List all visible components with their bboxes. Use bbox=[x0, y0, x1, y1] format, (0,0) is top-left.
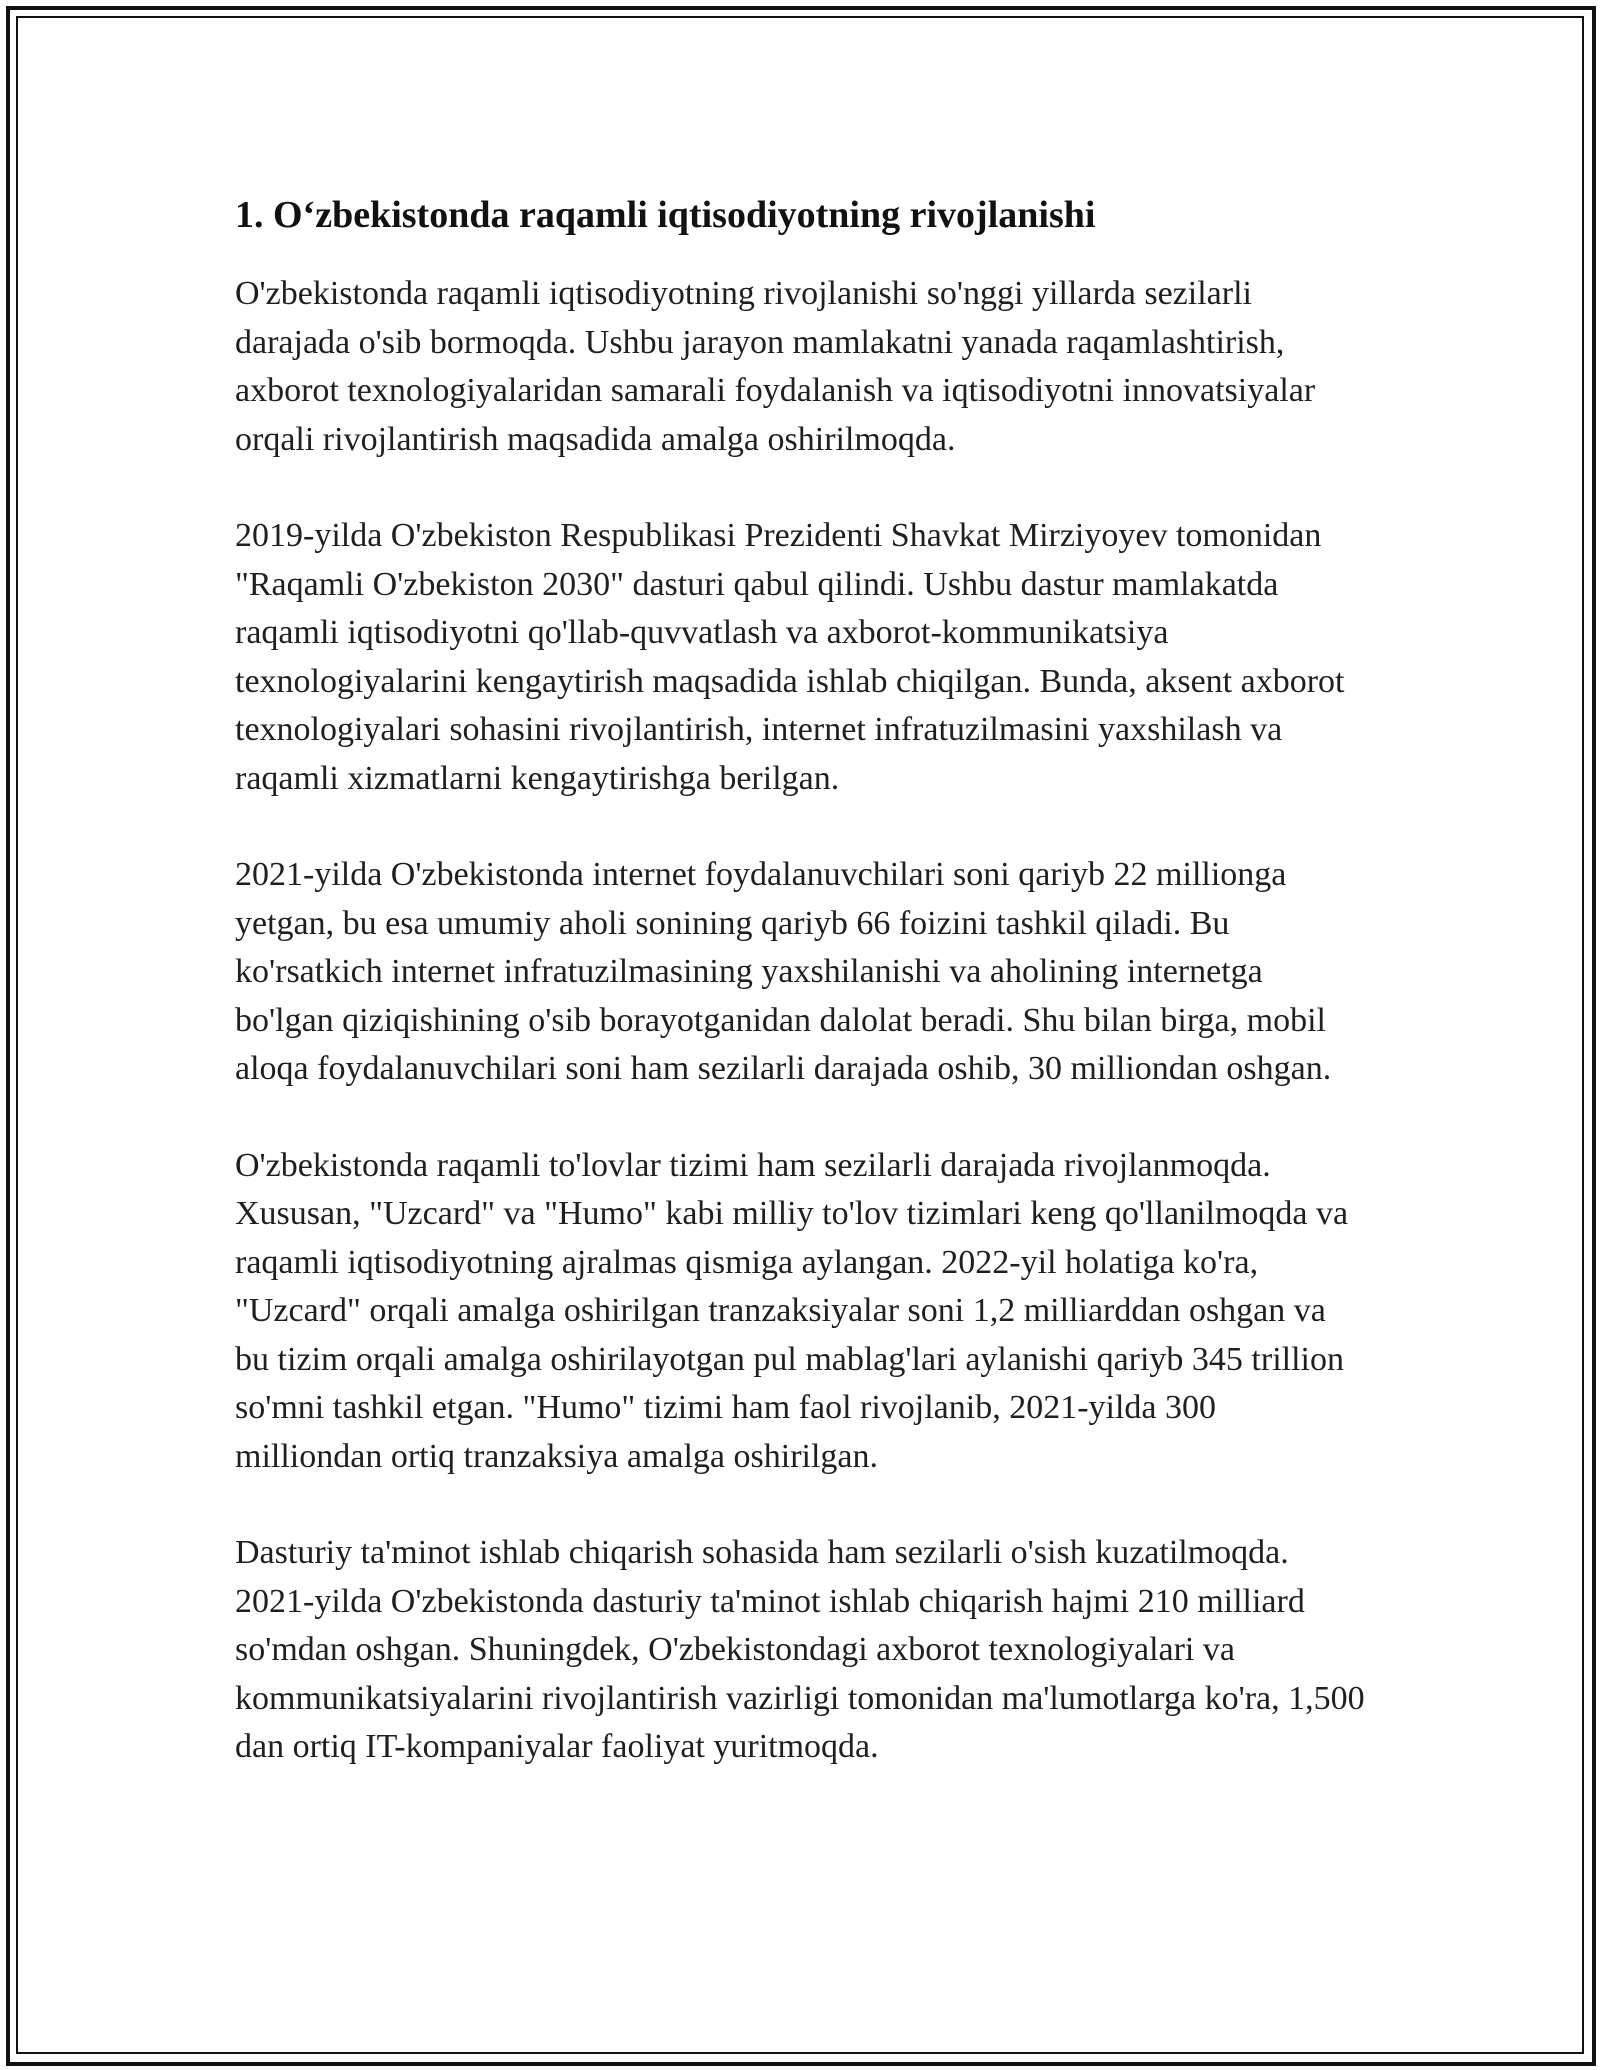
section-heading: 1. O‘zbekistonda raqamli iqtisodiyotning rivojlanishi bbox=[235, 194, 1096, 236]
paragraph-program-2030: 2019-yilda O'zbekiston Respublikasi Prezidenti Shavkat Mirziyoyev tomonidan "Raqamli O'zbekiston 2030" dasturi qabul qilindi. Ushbu dastur mamlakatda raqamli iqtisodiyotni qo'llab-quvvatlash va axborot-kommunikatsiya texnologiyalarini kengaytirish maqsadida ishlab chiqilgan. Bunda, aksent axborot texnologiyalari sohasini rivojlantirish, internet infratuzilmasini yaxshilash va raqamli xizmatlarni kengaytirishga berilgan. bbox=[235, 517, 1345, 797]
paragraph-software-production: Dasturiy ta'minot ishlab chiqarish sohasida ham sezilarli o'sish kuzatilmoqda. 2021-yilda O'zbekistonda dasturiy ta'minot ishlab chiqarish hajmi 210 milliard so'mdan oshgan. Shuningdek, O'zbekistondagi axborot texnologiyalari va kommunikatsiyalarini rivojlantirish vazirligi tomonidan ma'lumotlarga ko'ra, 1,500 dan ortiq IT-kompaniyalar faoliyat yuritmoqda. bbox=[235, 1534, 1365, 1765]
document-body bbox=[235, 188, 1365, 1820]
paragraph-intro: O'zbekistonda raqamli iqtisodiyotning rivojlanishi so'nggi yillarda sezilarli darajada o'sib bormoqda. Ushbu jarayon mamlakatni yanada raqamlashtirish, axborot texnologiyalaridan samarali foydalanish va iqtisodiyotni innovatsiyalar orqali rivojlantirish maqsadida amalga oshirilmoqda. bbox=[235, 275, 1316, 458]
paragraph-payment-systems: O'zbekistonda raqamli to'lovlar tizimi ham sezilarli darajada rivojlanmoqda. Xususan, "Uzcard" va "Humo" kabi milliy to'lov tizimlari keng qo'llanilmoqda va raqamli iqtisodiyotning ajralmas qismiga aylangan. 2022-yil holatiga ko'ra, "Uzcard" orqali amalga oshirilgan tranzaksiyalar soni 1,2 milliarddan oshgan va bu tizim orqali amalga oshirilayotgan pul mablag'lari aylanishi qariyb 345 trillion so'mni tashkil etgan. "Humo" tizimi ham faol rivojlanib, 2021-yilda 300 milliondan ortiq tranzaksiya amalga oshirilgan. bbox=[235, 1146, 1349, 1475]
paragraph-internet-users: 2021-yilda O'zbekistonda internet foydalanuvchilari soni qariyb 22 millionga yetgan, bu esa umumiy aholi sonining qariyb 66 foizini tashkil qiladi. Bu ko'rsatkich internet infratuzilmasining yaxshilanishi va aholining internetga bo'lgan qiziqishining o'sib borayotganidan dalolat beradi. Shu bilan birga, mobil aloqa foydalanuvchilari soni ham sezilarli darajada oshib, 30 milliondan oshgan. bbox=[235, 856, 1332, 1087]
